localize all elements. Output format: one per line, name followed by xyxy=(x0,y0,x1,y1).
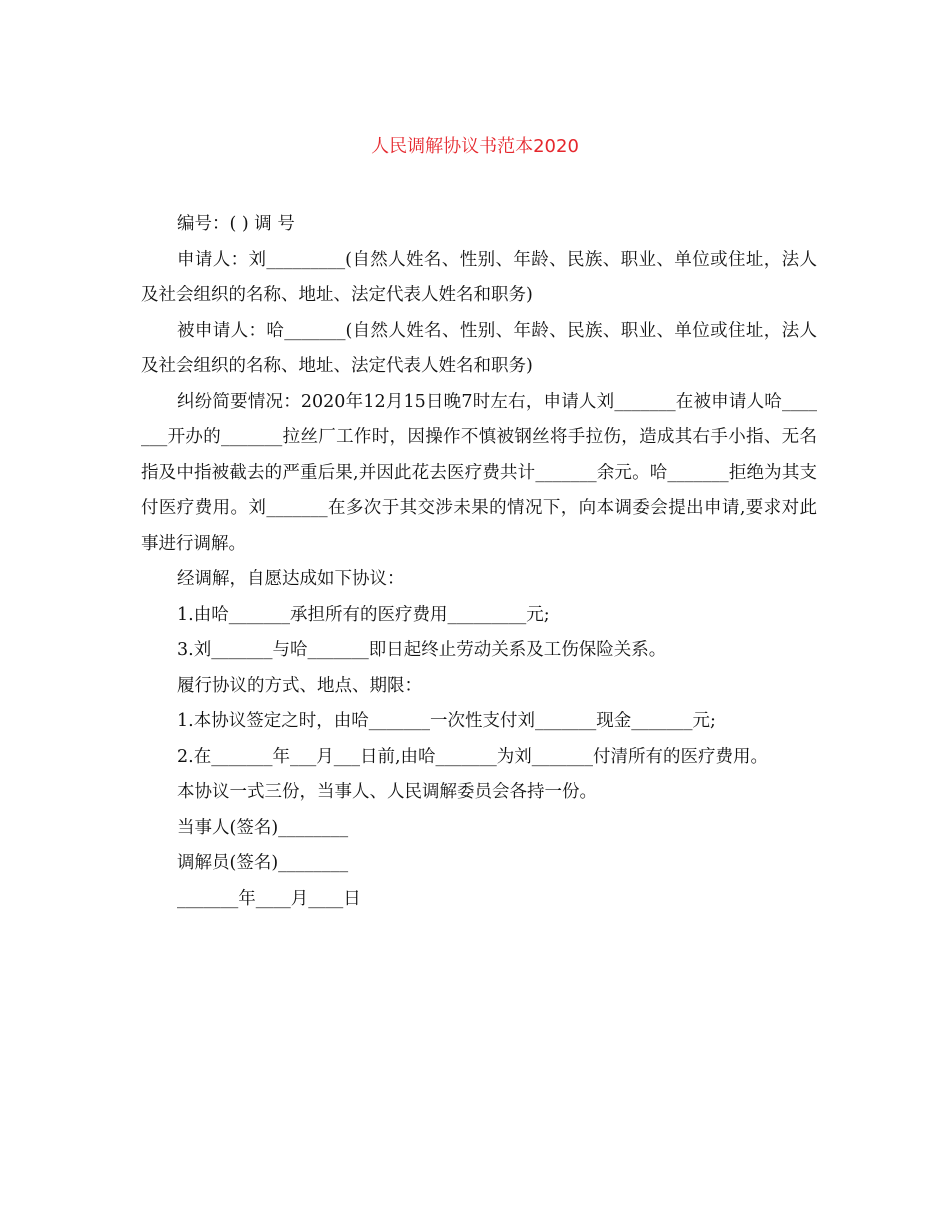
serial-number-line: 编号：( ) 调 号 xyxy=(177,214,295,234)
copies-statement: 本协议一式三份，当事人、人民调解委员会各持一份。 xyxy=(177,782,597,802)
agreement-item-3: 3.刘_______与哈_______即日起终止劳动关系及工伤保险关系。 xyxy=(177,640,667,660)
performance-heading: 履行协议的方式、地点、期限： xyxy=(177,675,422,696)
dispute-summary-paragraph: 纠纷简要情况：2020年12月15日晚7时左右，申请人刘_______在被申请人哈_______开办的_______拉丝厂工作时，因操作不慎被钢丝将手拉伤，造成其右手小指、无名指及中指被截去的严重后果,并因此花去医疗费共计_______余元。哈_______拒绝为其支付医疗费用。刘_______在多次于其交涉未果的情况下，向本调委会提出申请,要求对此事进行调解。 xyxy=(141,391,817,554)
agreement-intro-line: 经调解，自愿达成如下协议： xyxy=(177,569,405,589)
respondent-paragraph: 被申请人：哈_______(自然人姓名、性别、年龄、民族、职业、单位或住址，法人及社会组织的名称、地址、法定代表人姓名和职务) xyxy=(141,320,817,376)
party-signature-line: 当事人(签名)________ xyxy=(177,817,349,838)
performance-item-1: 1.本协议签定之时，由哈_______一次性支付刘_______现金_______元; xyxy=(177,711,716,731)
document-title: 人民调解协议书范本2020 xyxy=(371,136,579,157)
performance-item-2: 2.在_______年___月___日前,由哈_______为刘_______付清所有的医疗费用。 xyxy=(177,746,769,767)
mediator-signature-line: 调解员(签名)________ xyxy=(177,853,349,873)
document-body xyxy=(141,207,817,917)
applicant-paragraph: 申请人：刘_________(自然人姓名、性别、年龄、民族、职业、单位或住址，法人及社会组织的名称、地址、法定代表人姓名和职务) xyxy=(141,249,817,305)
agreement-item-1: 1.由哈_______承担所有的医疗费用_________元; xyxy=(177,604,550,625)
date-line: _______年____月____日 xyxy=(177,888,361,909)
